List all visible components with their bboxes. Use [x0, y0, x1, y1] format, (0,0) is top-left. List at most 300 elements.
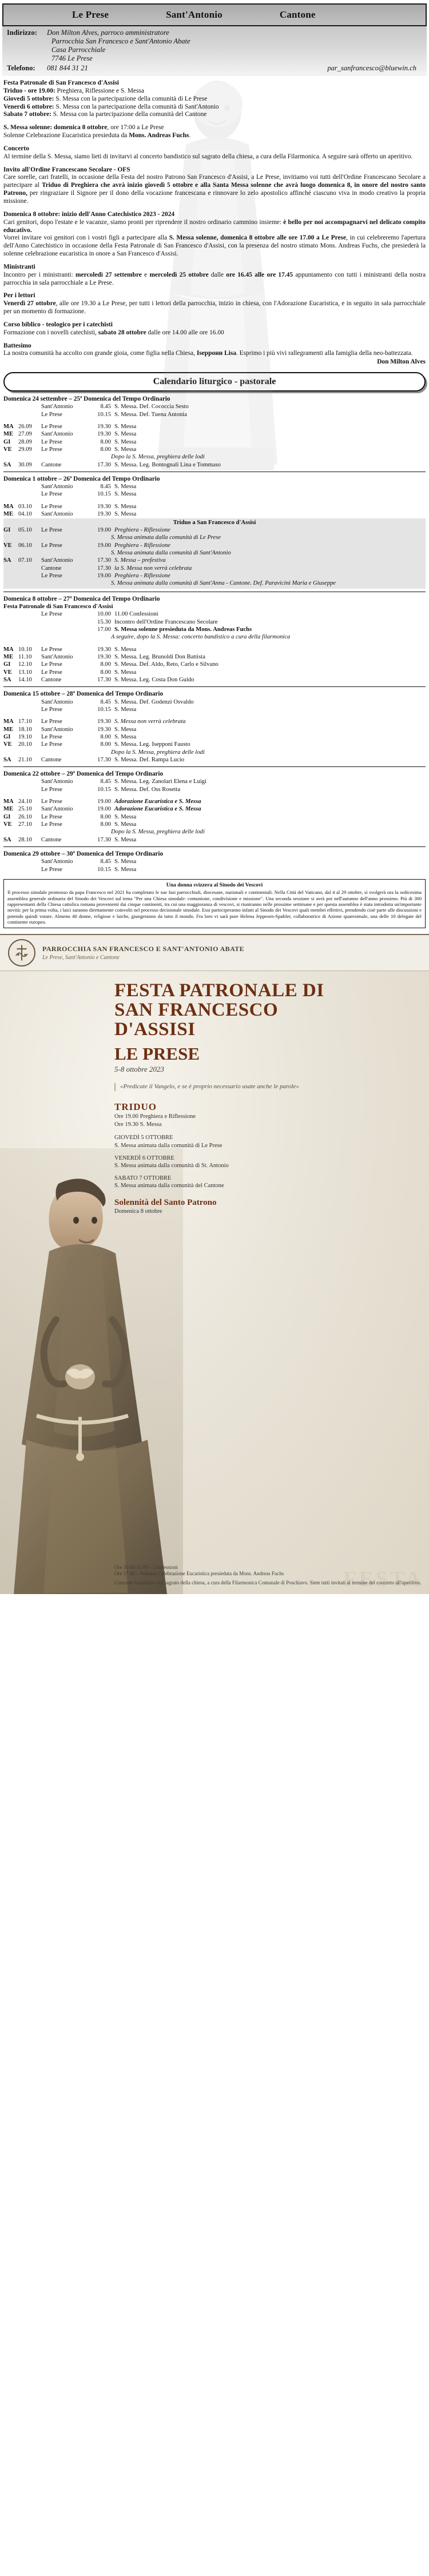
battesimo-title: Battesimo	[3, 342, 31, 349]
calendar-block-title: Domenica 8 ottobre – 27ª Domenica del Tempo Ordinario	[3, 595, 160, 602]
calendar-description: S. Messa	[114, 836, 137, 843]
calendar-description: Incontro dell'Ordine Francescano Secolare	[114, 618, 218, 625]
calendar-weekday: ME	[3, 431, 14, 438]
calendar-place: Le Prese	[41, 669, 62, 676]
calendar-divider	[3, 686, 426, 687]
giovedi-label: Giovedì 5 ottobre:	[3, 95, 54, 102]
calendar-description: S. Messa. Leg. Brunoldi Don Battista	[114, 654, 205, 661]
calendar-place: Sant'Antonio	[41, 654, 73, 661]
calendar-description: S. Messa	[114, 446, 137, 453]
calendar-description: Adorazione Eucaristica e S. Messa	[114, 798, 201, 805]
calendar-divider	[3, 846, 426, 847]
calendar-description: Preghiera - Riflessione	[114, 542, 170, 549]
calendar-date: 04.10	[18, 511, 32, 518]
sabato-text: S. Messa con la partecipazione della comunità del Cantone	[51, 111, 207, 118]
calendar-spacer	[3, 418, 426, 423]
poster-title-line-2: SAN FRANCESCO	[114, 999, 279, 1020]
calendar-row	[3, 411, 426, 418]
address-line-2: Parrocchia San Francesco e Sant'Antonio Abate	[51, 37, 190, 45]
calendar-row	[3, 733, 426, 741]
calendar-description: S. Messa non verrà celebrata	[114, 718, 186, 725]
calendar-time: 19.30	[97, 718, 111, 725]
calendar-time: 19.00	[97, 572, 111, 579]
poster-sabato-title: SABATO 7 OTTOBRE	[114, 1175, 172, 1181]
calendar-description: S. Messa	[114, 423, 137, 430]
calendar-place: Cantone	[41, 756, 62, 763]
calendar-title-wrap	[0, 366, 429, 395]
calendar-time: 8.00	[100, 446, 111, 453]
ministranti-title: Ministranti	[3, 263, 35, 270]
calendar-row	[3, 798, 426, 805]
calendar-row	[3, 858, 426, 865]
calendar-place: Sant'Antonio	[41, 778, 73, 785]
calendar-place: Le Prese	[41, 718, 62, 725]
calendar-divider	[3, 766, 426, 767]
calendar-description: S. Messa solenne presieduta da Mons. Andreas Fuchs	[114, 626, 252, 633]
calendar-row	[3, 453, 426, 461]
parish-name-santantonio: Sant'Antonio	[166, 9, 223, 20]
calendar-description: S. Messa. Leg. Costa Don Guido	[114, 677, 194, 684]
triduo-line	[3, 87, 426, 95]
min-bold-3: ore 16.45 alle ore 17.45	[226, 271, 293, 278]
calendar-time: 19.30	[97, 654, 111, 661]
calendar-date: 28.09	[18, 438, 32, 445]
calendar-weekday: SA	[3, 677, 11, 684]
calendar-date: 14.10	[18, 677, 32, 684]
calendar-date: 25.10	[18, 806, 32, 813]
calendar-row	[3, 483, 426, 490]
min-text-2: e	[141, 271, 150, 278]
calendar-time: 8.45	[100, 698, 111, 705]
poster-place: LE PRESE	[114, 1044, 200, 1064]
bat-text-1: La nostra comunità ha accolto con grande gioia, come figlia nella Chiesa,	[3, 350, 197, 357]
festa-title: Festa Patronale di San Francesco d'Assisi	[3, 79, 119, 86]
calendar-place: Le Prese	[41, 661, 62, 668]
poster-text-column	[114, 981, 420, 1215]
calendar-place: Cantone	[41, 677, 62, 684]
calendar-description: S. Messa	[114, 484, 137, 490]
calendar-weekday: ME	[3, 654, 14, 661]
calendar-description: S. Messa	[114, 821, 137, 828]
calendar-place: Le Prese	[41, 611, 62, 618]
calendar-place: Sant'Antonio	[41, 557, 73, 564]
calendar-description: S. Messa	[114, 669, 137, 676]
calendar-description: S. Messa. Def. Cococcia Sesto	[114, 404, 189, 410]
triduo-text: Preghiera, Riflessione e S. Messa	[55, 87, 145, 94]
calendar-row	[3, 572, 426, 580]
calendar-block	[3, 595, 426, 684]
calendar-date: 26.09	[18, 423, 32, 430]
calendar-description: S. Messa	[114, 733, 137, 740]
calendar-date: 29.09	[18, 446, 32, 453]
catechismo-paragraph-2	[3, 234, 426, 258]
poster-main	[0, 971, 429, 1594]
calendar-weekday: SA	[3, 461, 11, 468]
calendar-row	[3, 490, 426, 498]
calendar-note: Dopo la S. Messa, preghiera delle lodi	[111, 829, 205, 836]
calendar-block-title: Domenica 15 ottobre – 28ª Domenica del Tempo Ordinario	[3, 690, 164, 698]
poster-giovedi-title: GIOVEDÌ 5 OTTOBRE	[114, 1135, 173, 1141]
cors-text-1: Formazione con i novelli catechisti,	[3, 329, 98, 336]
calendar-time: 17.30	[97, 836, 111, 843]
calendar-row	[3, 756, 426, 764]
calendar-row	[3, 821, 426, 828]
giovedi-text: S. Messa con la partecipazione della comunità di Le Prese	[54, 95, 208, 102]
calendar-spacer	[3, 498, 426, 503]
calendar-block	[3, 850, 426, 873]
calendar-time: 8.45	[100, 858, 111, 865]
calendar-date: 17.10	[18, 718, 32, 725]
calendar-time: 17.30	[97, 557, 111, 564]
lettori-paragraph	[3, 300, 426, 316]
calendar-description: S. Messa	[114, 646, 137, 653]
calendar-note: Dopo la S. Messa, preghiera delle lodi	[111, 749, 205, 756]
calendar-place: Sant'Antonio	[41, 806, 73, 813]
ofs-title: Invito all'Ordine Francescano Secolare - OFS	[3, 166, 130, 173]
calendar-block-subtitle: Festa Patronale di San Francesco d'Assisi	[3, 602, 113, 610]
calendar-description: S. Messa	[114, 511, 137, 518]
liturgical-calendar	[0, 395, 429, 873]
parish-header-band	[2, 3, 427, 26]
calendar-place: Sant'Antonio	[41, 698, 73, 705]
calendar-time: 10.15	[97, 411, 111, 418]
calendar-row	[3, 813, 426, 821]
calendar-date: 24.10	[18, 798, 32, 805]
calendar-weekday: GI	[3, 438, 11, 445]
calendar-place: Le Prese	[41, 786, 62, 793]
calendar-weekday: VE	[3, 821, 12, 828]
calendar-time: 8.45	[100, 484, 111, 490]
calendar-time: 19.00	[97, 798, 111, 805]
calendar-time: 17.30	[97, 565, 111, 572]
calendar-place: Sant'Antonio	[41, 404, 73, 410]
calendar-weekday: ME	[3, 511, 14, 518]
calendar-date: 28.10	[18, 836, 32, 843]
celebrant-name: Mons. Andreas Fuchs	[129, 132, 189, 139]
calendar-time: 10.15	[97, 706, 111, 713]
calendar-note: S. Messa animata dalla comunità di Sant'Anna - Cantone. Def. Paravicini Maria e Giuseppe	[111, 580, 336, 587]
min-text-3: dalle	[208, 271, 227, 278]
calendar-weekday: MA	[3, 798, 14, 805]
calendar-block	[3, 395, 426, 469]
calendar-time: 10.00	[97, 611, 111, 618]
calendar-place: Le Prese	[41, 446, 62, 453]
calendar-description: 11.00 Confessioni	[114, 611, 158, 618]
messa-solenne-line2	[3, 132, 426, 140]
cat-text-3: , in cui celebreremo l'apertura dell'Anno Catechistico in occasione della Festa Patronale di San Francesco d'Assisi, con la presenza del nostro stimato Mons. Andreas Fuchs, che presiederà la solenne celebrazione eucaristica in onore a San Francesco d'Assisi.	[3, 234, 426, 258]
calendar-date: 30.09	[18, 461, 32, 468]
calendar-place: Le Prese	[41, 866, 62, 873]
calendar-description: S. Messa	[114, 706, 137, 713]
poster-parish-sub: Le Prese, Sant'Antonio e Cantone	[42, 954, 120, 961]
poster-quote: «Predicate il Vangelo, e se è proprio necessario usate anche le parole»	[114, 1083, 420, 1091]
corso-title: Corso biblico - teologico per i catechisti	[3, 321, 113, 328]
franciscan-crest-icon	[8, 939, 35, 967]
calendar-description: S. Messa	[114, 858, 137, 865]
calendar-date: 27.09	[18, 431, 32, 438]
calendar-row	[3, 786, 426, 793]
calendar-time: 8.00	[100, 669, 111, 676]
calendar-description: S. Messa	[114, 813, 137, 820]
calendar-row	[3, 549, 426, 557]
calendar-row	[3, 423, 426, 430]
sabato-label: Sabato 7 ottobre:	[3, 111, 51, 118]
calendar-row	[3, 618, 426, 626]
calendar-place: Le Prese	[41, 798, 62, 805]
calendar-weekday: MA	[3, 503, 14, 510]
messa-solenne-text: , ore 17:00 a Le Prese	[107, 124, 164, 131]
article-signature: Don Milton Alves	[377, 358, 426, 366]
let-bold-1: Venerdì 27 ottobre	[3, 300, 56, 307]
calendar-row	[3, 526, 426, 534]
calendar-place: Le Prese	[41, 821, 62, 828]
calendar-row	[3, 778, 426, 785]
calendar-weekday: SA	[3, 557, 11, 564]
poster-sol-line-3: Concerto bandistico sul sagrato della chiesa, a cura della Filarmonica Comunale di Poschiavo. Siete tutti invitati al termine del concerto all'aperitivo.	[114, 1580, 422, 1586]
calendar-row	[3, 718, 426, 725]
calendar-date: 11.10	[18, 654, 32, 661]
venerdi-text: S. Messa con la partecipazione della comunità di Sant'Antonio	[54, 103, 219, 110]
calendar-note: A seguire, dopo la S. Messa: concerto bandistico a cura della filarmonica	[111, 634, 291, 641]
calendar-place: Le Prese	[41, 438, 62, 445]
cat-text-2: Vorrei invitare voi genitori con i vostri figli a partecipare alla	[3, 234, 169, 242]
calendar-description: S. Messa. Leg. Zanolari Elena e Luigi	[114, 778, 206, 785]
calendar-time: 19.30	[97, 511, 111, 518]
address-label: Indirizzo:	[7, 29, 37, 37]
calendar-row	[3, 565, 426, 572]
email-address[interactable]: par_sanfrancesco@bluewin.ch	[327, 64, 416, 72]
cat-bold-1: è bello per noi accompagnarvi nel delicato compito educativo.	[3, 218, 426, 234]
venerdi-line	[3, 103, 426, 111]
address-line-1: Don Milton Alves, parroco amministratore	[47, 29, 169, 37]
bat-text-2: . Esprimo i più vivi rallegramenti alla famiglia della neo-battezzata.	[236, 350, 413, 357]
calendar-place: Le Prese	[41, 646, 62, 653]
poster-venerdi-text: S. Messa animata dalla comunità di St. Antonio	[114, 1163, 229, 1169]
calendar-place: Le Prese	[41, 741, 62, 748]
calendar-time: 19.30	[97, 431, 111, 438]
calendar-description: S. Messa – prefestiva	[114, 557, 166, 564]
calendar-description: S. Messa	[114, 491, 137, 498]
calendar-date: 13.10	[18, 669, 32, 676]
calendar-row	[3, 510, 426, 518]
calendar-note: S. Messa animata dalla comunità di Sant'Antonio	[111, 549, 231, 556]
calendar-time: 19.30	[97, 726, 111, 733]
messa-solenne-line	[3, 124, 426, 132]
calendar-date: 03.10	[18, 503, 32, 510]
venerdi-label: Venerdì 6 ottobre:	[3, 103, 54, 110]
calendar-weekday: GI	[3, 661, 11, 668]
calendar-time: 8.00	[100, 741, 111, 748]
min-text-4: appuntamento con tutti i ministranti della nostra parrocchia in sala parrocchiale a Le Prese.	[3, 271, 426, 286]
calendar-row	[3, 726, 426, 733]
calendar-spacer	[3, 713, 426, 718]
calendar-time: 17.30	[97, 677, 111, 684]
calendar-time: 8.45	[100, 778, 111, 785]
poster-title-line-1: FESTA PATRONALE DI	[114, 980, 324, 1001]
poster-parish-name: PARROCCHIA SAN FRANCESCO E SANT'ANTONIO ABATE	[42, 945, 245, 953]
calendar-place: Sant'Antonio	[41, 726, 73, 733]
calendar-place: Le Prese	[41, 423, 62, 430]
calendar-description: Adorazione Eucaristica e S. Messa	[114, 806, 201, 813]
calendar-row	[3, 661, 426, 668]
calendar-block	[3, 770, 426, 844]
calendar-place: Cantone	[41, 461, 62, 468]
poster-sol-line-2: Ore 17.00 – Solenne Celebrazione Eucaristica presieduta da Mons. Andreas Fuchs	[114, 1570, 284, 1576]
calendar-spacer	[3, 793, 426, 798]
baptized-name: Iseppони Lisa	[196, 350, 236, 357]
calendar-row	[3, 610, 426, 618]
calendar-place: Le Prese	[41, 526, 62, 533]
poster-venerdi-title: VENERDÌ 6 OTTOBRE	[114, 1155, 174, 1161]
ofs-bold-1: Triduo di Preghiera che avrà inizio giovedì 5 ottobre e alla Santa Messa solenne che avrà luogo domenica 8, in onore del nostro santo Patrono,	[3, 182, 426, 197]
calendar-weekday: MA	[3, 718, 14, 725]
calendar-description: S. Messa	[114, 726, 137, 733]
calendar-place: Sant'Antonio	[41, 511, 73, 518]
calendar-weekday: GI	[3, 813, 11, 820]
calendar-title-pill	[3, 372, 426, 392]
calendar-time: 19.30	[97, 503, 111, 510]
calendar-row	[3, 698, 426, 706]
calendar-weekday: MA	[3, 423, 14, 430]
calendar-date: 26.10	[18, 813, 32, 820]
ofs-text-1: Care sorelle, cari fratelli, in occasione della Festa del nostro Patrono San Francesco d'Assisi, a Le Prese, invitiamo voi tutti dell'Ordine Francescano Secolare a partecipare al	[3, 174, 426, 189]
calendar-time: 10.15	[97, 786, 111, 793]
calendar-description: Preghiera - Riflessione	[114, 572, 170, 579]
calendar-weekday: GI	[3, 526, 11, 533]
celebration-text-c: .	[189, 132, 191, 139]
calendar-description: S. Messa	[114, 431, 137, 438]
calendar-description: S. Messa. Def. Godenzi Osvaldo	[114, 698, 194, 705]
ofs-text-2: per ringraziare il Signore per il dono della vocazione francescana e rinnovare lo zelo apostolico affinché ciascuno viva in modo creativo la propria missione.	[3, 190, 426, 205]
calendar-weekday: ME	[3, 806, 14, 813]
calendar-row	[3, 805, 426, 813]
calendar-weekday: VE	[3, 741, 12, 748]
calendar-row	[3, 749, 426, 756]
calendar-description: S. Messa. Def. Rampa Lucio	[114, 756, 185, 763]
calendar-place: Sant'Antonio	[41, 858, 73, 865]
calendar-spacer	[3, 641, 426, 646]
calendar-description: S. Messa. Def. Tuena Antonia	[114, 411, 187, 418]
calendar-time: 19.00	[97, 526, 111, 533]
calendar-time: 10.15	[97, 866, 111, 873]
calendar-row	[3, 646, 426, 653]
calendar-date: 18.10	[18, 726, 32, 733]
poster-triduo-heading: TRIDUO	[114, 1101, 157, 1112]
calendar-weekday: VE	[3, 542, 12, 549]
poster-triduo-time-2: Ore 19.30 S. Messa	[114, 1121, 162, 1128]
triduo-highlight-block	[3, 518, 426, 589]
poster-triduo-time-1: Ore 19.00 Preghiera e Riflessione	[114, 1113, 196, 1120]
poster-giovedi-text: S. Messa animata dalla comunità di Le Prese	[114, 1142, 223, 1149]
calendar-description: S. Messa. Def. Oss Rosetta	[114, 786, 181, 793]
poster-sabato-text: S. Messa animata dalla comunità del Cantone	[114, 1183, 224, 1189]
calendar-row	[3, 706, 426, 713]
concerto-title: Concerto	[3, 145, 29, 152]
calendar-description: S. Messa	[114, 503, 137, 510]
address-line-4: 7746 Le Prese	[51, 54, 93, 62]
calendar-row	[3, 430, 426, 438]
sabato-line	[3, 111, 426, 119]
poster-watermark: FESTA	[343, 1567, 423, 1592]
min-bold-1: mercoledì 27 settembre	[76, 271, 142, 278]
cors-text-2: dalle ore 14.00 alle ore 16.00	[146, 329, 224, 336]
ministranti-paragraph	[3, 271, 426, 287]
cors-bold-1: sabato 28 ottobre	[98, 329, 146, 336]
lettori-title: Per i lettori	[3, 292, 35, 299]
calendar-weekday: SA	[3, 836, 11, 843]
contact-block	[2, 26, 427, 76]
calendar-time: 15.30	[97, 618, 111, 625]
calendar-place: Sant'Antonio	[41, 431, 73, 438]
calendar-weekday: SA	[3, 756, 11, 763]
calendar-place: Sant'Antonio	[41, 484, 73, 490]
poster-solennita-title: Solennità del Santo Patrono	[114, 1198, 217, 1208]
calendar-date: 05.10	[18, 526, 32, 533]
calendar-time: 17.30	[97, 756, 111, 763]
calendar-place: Le Prese	[41, 813, 62, 820]
calendar-row	[3, 633, 426, 641]
poster-parish-bar	[0, 934, 429, 971]
triduo-label: Triduo - ore 19.00:	[3, 87, 55, 94]
battesimo-paragraph	[3, 350, 426, 358]
calendar-time: 8.45	[100, 404, 111, 410]
calendar-row	[3, 866, 426, 873]
cat-bold-2: S. Messa solenne, domenica 8 ottobre alle ore 17.00 a Le Prese	[169, 234, 346, 242]
calendar-row	[3, 534, 426, 541]
synod-text: Il processo sinodale promosso da papa Francesco nel 2021 ha completato le sue fasi parrocchiali, diocesane, nazionali e continentali. Nella Città del Vaticano, dal 4 al 29 ottobre, si svolgerà ora la sedicesima assemblea generale ordinaria del Sinodo dei Vescovi sul tema "Per una Chiesa sinodale: comunione, condivisione e missione". Una seconda sessione si avrà poi nell'autunno dell'anno prossimo. Più di 300 rappresentanti della Chiesa cattolica romana provenienti dai cinque continenti, tra cui una maggioranza di vescovi, si riuniranno nelle prossime settimane e per questa assemblea è stata introdotta un'importante novità: per la prima volta, i laici saranno direttamente coinvolti nel processo decisionale sinodale. Essi parteciperanno infatti al Sinodo dei Vescovi quali membri effettivi, prendendo cioè parte alle discussioni e potendo quindi votare. Almeno 40 donne, religiose e laiche, giungeranno da tutto il mondo. Fra loro vi sarà pure Helena Jeppesen-Spuhler, collaboratrice di Azione quaresimale, una delle 10 delegate del continente europeo.	[7, 889, 422, 925]
parish-name-le-prese: Le Prese	[72, 9, 109, 20]
calendar-row	[3, 557, 426, 564]
calendar-date: 27.10	[18, 821, 32, 828]
giovedi-line	[3, 95, 426, 103]
catechismo-paragraph-1	[3, 219, 426, 235]
calendar-row	[3, 741, 426, 748]
triduo-banner: Triduo a San Francesco d'Assisi	[173, 519, 256, 526]
min-text-1: Incontro per i ministranti:	[3, 271, 76, 278]
calendar-row	[3, 438, 426, 446]
calendar-time: 8.00	[100, 813, 111, 820]
calendar-row	[3, 676, 426, 684]
calendar-date: 06.10	[18, 542, 32, 549]
calendar-place: Le Prese	[41, 733, 62, 740]
calendar-date: 10.10	[18, 646, 32, 653]
calendar-block-title: Domenica 1 ottobre – 26ª Domenica del Tempo Ordinario	[3, 476, 160, 483]
calendar-title: Calendario liturgico - pastorale	[153, 377, 276, 387]
synod-article-box	[3, 879, 426, 928]
calendar-time: 19.00	[97, 542, 111, 549]
calendar-description: S. Messa. Def. Aldo, Reto, Carlo e Silvano	[114, 661, 219, 668]
calendar-row	[3, 461, 426, 469]
calendar-date: 20.10	[18, 741, 32, 748]
calendar-row	[3, 669, 426, 676]
poster-footer-details	[114, 1564, 422, 1587]
calendar-time: 19.00	[97, 806, 111, 813]
min-bold-2: mercoledì 25 ottobre	[149, 271, 209, 278]
calendar-block	[3, 690, 426, 764]
calendar-weekday: VE	[3, 669, 12, 676]
calendar-weekday: MA	[3, 646, 14, 653]
calendar-weekday: ME	[3, 726, 14, 733]
address-line-3: Casa Parrocchiale	[51, 46, 106, 54]
calendar-row	[3, 580, 426, 587]
calendar-date: 19.10	[18, 733, 32, 740]
calendar-time: 8.00	[100, 661, 111, 668]
calendar-place: Le Prese	[41, 503, 62, 510]
calendar-place: Le Prese	[41, 706, 62, 713]
calendar-weekday: GI	[3, 733, 11, 740]
calendar-description: Preghiera - Riflessione	[114, 526, 170, 533]
calendar-time: 8.00	[100, 438, 111, 445]
